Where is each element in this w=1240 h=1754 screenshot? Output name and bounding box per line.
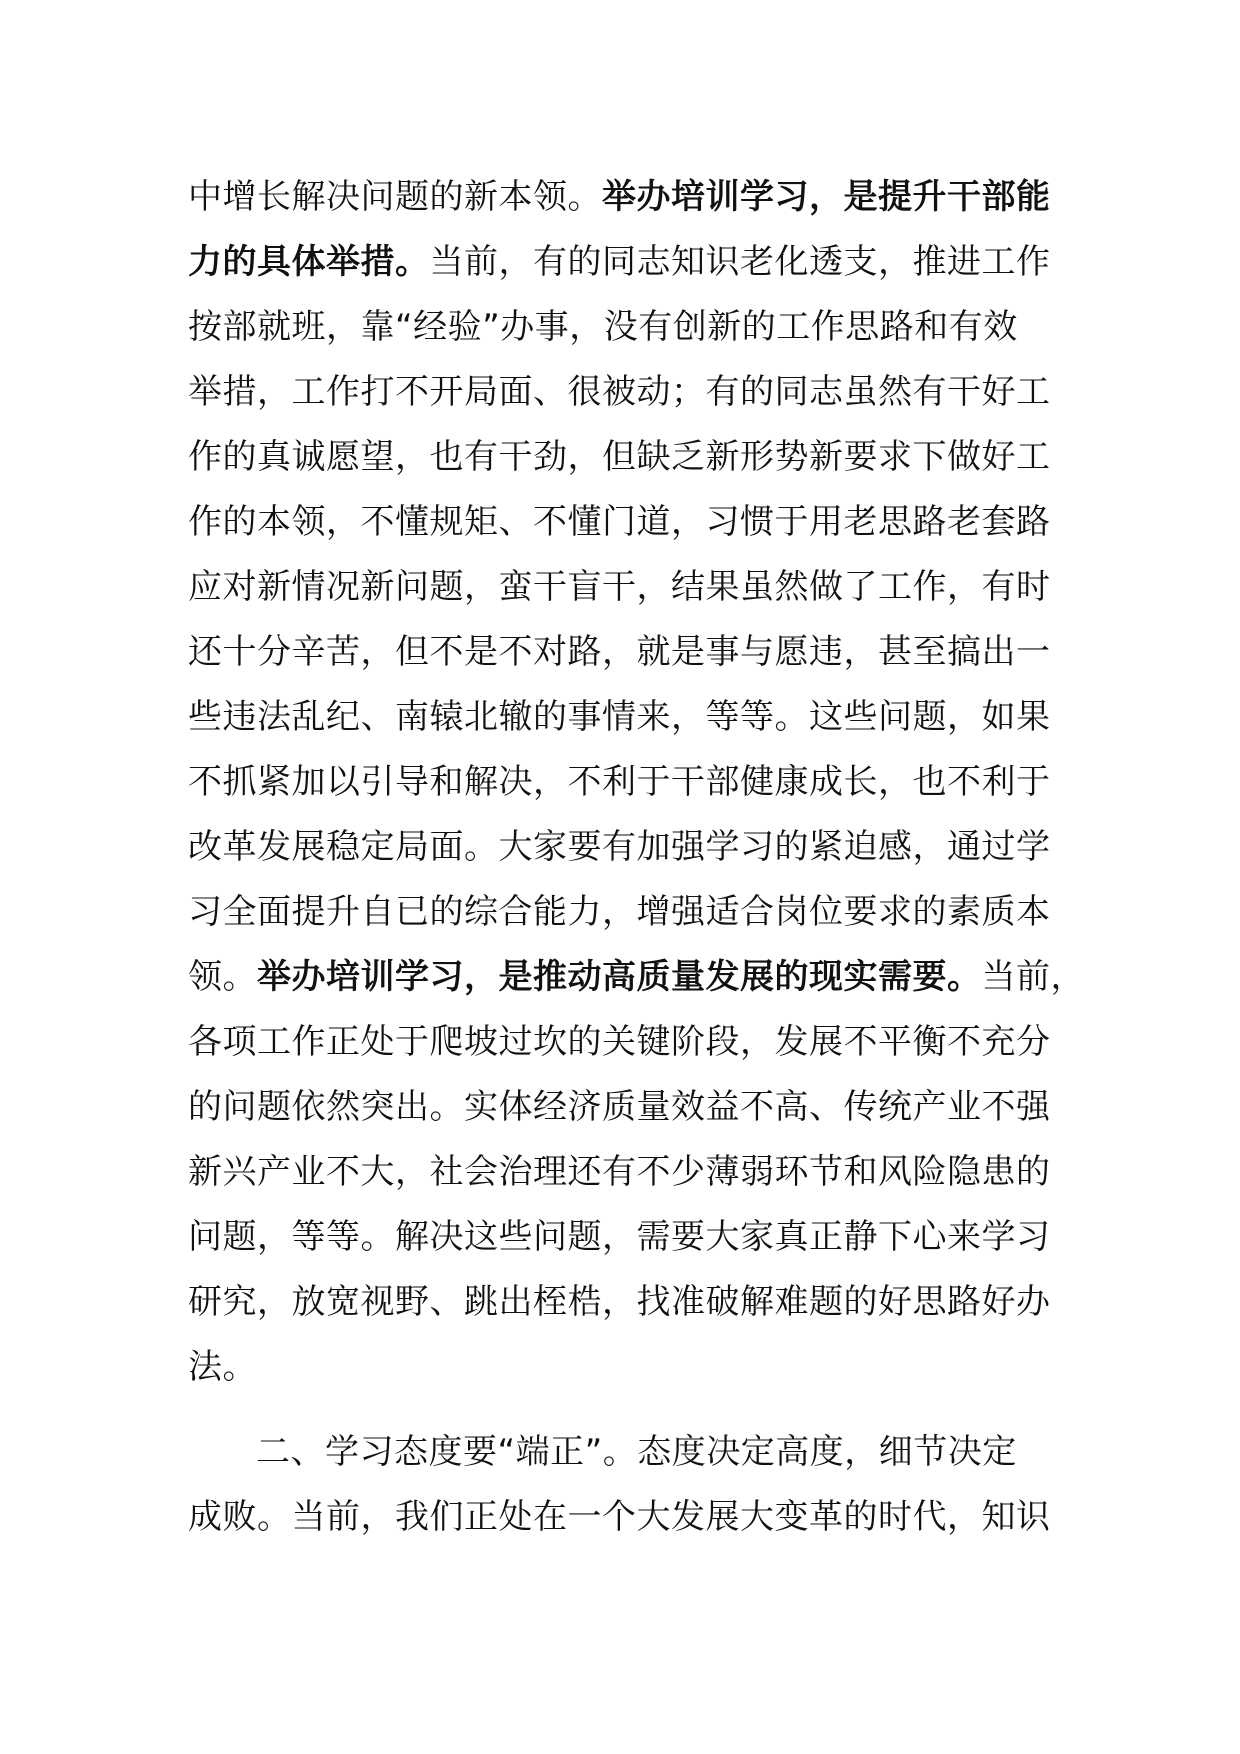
text-line: 作的真诚愿望，也有干劲，但缺乏新形势新要求下做好工: [188, 437, 1051, 477]
text-run: 当前，有的同志知识老化透支，推进工作: [429, 242, 1051, 282]
text-line: 还十分辛苦，但不是不对路，就是事与愿违，甚至搞出一: [188, 632, 1051, 672]
text-line: [188, 945, 1088, 1010]
text-line: 改革发展稳定局面。大家要有加强学习的紧迫感，通过学: [188, 827, 1051, 867]
text-line: 习全面提升自已的综合能力，增强适合岗位要求的素质本: [188, 892, 1051, 932]
text-line: 些违法乱纪、南辕北辙的事情来，等等。这些问题，如果: [188, 697, 1051, 737]
bold-heading-run: 举办培训学习，是推动高质量发展的现实需要。: [257, 957, 982, 997]
section-heading-line: 二、学习态度要“端正”。态度决定高度，细节决定: [256, 1432, 1017, 1472]
text-line: 应对新情况新问题，蛮干盲干，结果虽然做了工作，有时: [188, 567, 1051, 607]
text-line: 成败。当前，我们正处在一个大发展大变革的时代，知识: [188, 1497, 1051, 1537]
text-line: 按部就班，靠“经验”办事，没有创新的工作思路和有效: [188, 307, 1018, 347]
text-line: 举措，工作打不开局面、很被动；有的同志虽然有干好工: [188, 372, 1051, 412]
bold-heading-run: 举办培训学习，是提升干部能: [602, 177, 1051, 217]
bold-heading-run: 力的具体举措。: [188, 242, 430, 282]
text-line: 不抓紧加以引导和解决，不利于干部健康成长，也不利于: [188, 762, 1051, 802]
text-line: 法。: [188, 1347, 257, 1387]
text-line: 作的本领，不懂规矩、不懂门道，习惯于用老思路老套路: [188, 502, 1051, 542]
text-line: [188, 165, 1088, 230]
text-line: 的问题依然突出。实体经济质量效益不高、传统产业不强: [188, 1087, 1051, 1127]
text-line: 各项工作正处于爬坡过坎的关键阶段，发展不平衡不充分: [188, 1022, 1051, 1062]
text-run: 当前，: [981, 957, 1085, 997]
text-line: 问题，等等。解决这些问题，需要大家真正静下心来学习: [188, 1217, 1051, 1257]
body-text: [188, 165, 1088, 1550]
text-line: [188, 230, 1088, 295]
text-run: 领。: [188, 957, 257, 997]
text-run: 中增长解决问题的新本领。: [188, 177, 602, 217]
text-line: 研究，放宽视野、跳出桎梏，找准破解难题的好思路好办: [188, 1282, 1051, 1322]
text-line: 新兴产业不大，社会治理还有不少薄弱环节和风险隐患的: [188, 1152, 1051, 1192]
